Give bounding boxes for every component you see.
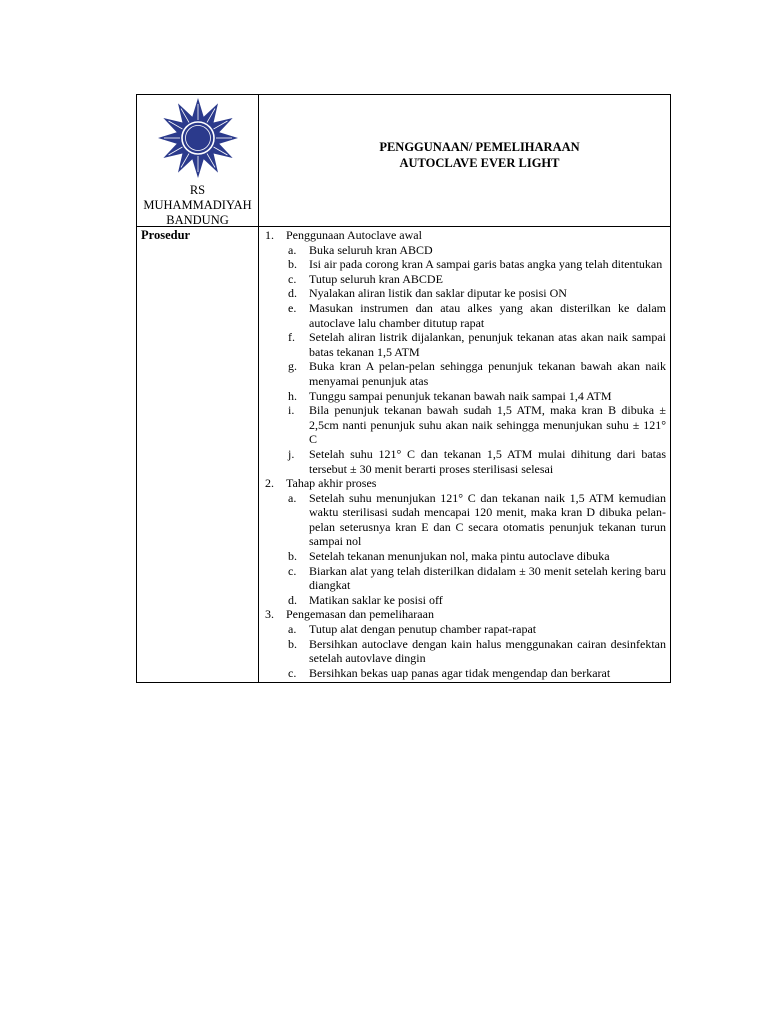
- hospital-name: [137, 183, 258, 228]
- list-item: [286, 301, 666, 330]
- sop-table: [136, 94, 671, 683]
- document-title-line2: AUTOCLAVE EVER LIGHT: [399, 156, 560, 170]
- list-item-letter: a.: [288, 242, 297, 257]
- list-item-text: Bila penunjuk tekanan bawah sudah 1,5 ATM, maka kran B dibuka ± 2,5cm nanti penunjuk suhu akan naik sehingga menunjukan suhu ± 121° C: [309, 403, 666, 447]
- procedure-section: [259, 228, 670, 476]
- list-item: [286, 330, 666, 359]
- list-item-text: Setelah aliran listrik dijalankan, penunjuk tekanan atas akan naik sampai batas tekanan 1,5 ATM: [309, 330, 666, 359]
- list-item-letter: f.: [288, 330, 295, 345]
- hospital-name-line2: MUHAMMADIYAH: [143, 198, 252, 212]
- list-item: [286, 666, 666, 681]
- document-title-line1: PENGGUNAAN/ PEMELIHARAAN: [379, 140, 580, 154]
- list-item: [286, 549, 666, 564]
- list-item: [286, 637, 666, 666]
- list-item-text: Tunggu sampai penunjuk tekanan bawah naik sampai 1,4 ATM: [309, 388, 612, 403]
- procedure-section: [259, 476, 670, 607]
- list-item: [286, 243, 666, 258]
- list-item-letter: e.: [288, 300, 297, 315]
- procedure-row: [137, 227, 671, 683]
- list-item-letter: c.: [288, 563, 297, 578]
- list-item: [286, 272, 666, 287]
- section-title: Penggunaan Autoclave awal: [286, 228, 422, 242]
- list-item-letter: a.: [288, 622, 297, 637]
- list-item: [286, 564, 666, 593]
- list-item-text: Buka seluruh kran ABCD: [309, 242, 433, 257]
- list-item: [286, 257, 666, 272]
- hospital-name-line3: BANDUNG: [166, 213, 229, 227]
- list-item-letter: b.: [288, 549, 297, 564]
- hospital-name-line1: RS: [189, 183, 206, 197]
- list-item-letter: j.: [288, 446, 295, 461]
- list-item-letter: d.: [288, 286, 297, 301]
- list-item-text: Setelah suhu menunjukan 121° C dan tekanan naik 1,5 ATM kemudian waktu sterilisasi sudah mencapai 120 menit, maka kran D dibuka pelan-pelan seterusnya kran E dan C secara otomatis penunjuk tekanan turun sampai nol: [309, 490, 666, 549]
- list-item-text: Masukan instrumen dan atau alkes yang akan disterilkan ke dalam autoclave lalu chamber ditutup rapat: [309, 300, 666, 330]
- document-title: [259, 95, 670, 171]
- list-item: [286, 447, 666, 476]
- list-item-letter: i.: [288, 403, 295, 418]
- procedure-content: [259, 227, 671, 683]
- list-item: [286, 286, 666, 301]
- procedure-label: Prosedur: [137, 227, 259, 683]
- list-item-letter: d.: [288, 592, 297, 607]
- header-row: [137, 95, 671, 227]
- list-item-text: Buka kran A pelan-pelan sehingga penunjuk tekanan bawah akan naik menyamai penunjuk atas: [309, 359, 666, 388]
- list-item-letter: c.: [288, 271, 297, 286]
- list-item-letter: g.: [288, 359, 297, 374]
- list-item-text: Setelah suhu 121° C dan tekanan 1,5 ATM mulai dihitung dari batas tersebut ± 30 menit berarti proses sterilisasi selesai: [309, 446, 666, 476]
- list-item-text: Bersihkan bekas uap panas agar tidak mengendap dan berkarat: [309, 665, 611, 680]
- muhammadiyah-sun-logo-icon: [157, 97, 239, 179]
- document-title-cell: [259, 95, 671, 227]
- section-title: Tahap akhir proses: [286, 476, 377, 491]
- sop-document: [136, 94, 671, 683]
- list-item-letter: c.: [288, 665, 297, 680]
- list-item-letter: b.: [288, 636, 297, 651]
- list-item-letter: h.: [288, 388, 297, 403]
- list-item-text: Bersihkan autoclave dengan kain halus menggunakan cairan desinfektan setelah autovlave dingin: [309, 636, 666, 666]
- list-item-letter: b.: [288, 257, 297, 272]
- list-item-letter: a.: [288, 490, 297, 505]
- list-item: [286, 622, 666, 637]
- section-number: 3.: [265, 607, 274, 622]
- list-item-text: Tutup alat dengan penutup chamber rapat-rapat: [309, 622, 537, 637]
- list-item: [286, 389, 666, 404]
- list-item: [286, 359, 666, 388]
- section-number: 1.: [265, 228, 274, 242]
- procedure-section: [259, 607, 670, 680]
- section-number: 2.: [265, 476, 274, 491]
- list-item-text: Matikan saklar ke posisi off: [309, 592, 443, 607]
- list-item: [286, 491, 666, 549]
- list-item-text: Tutup seluruh kran ABCDE: [309, 271, 443, 286]
- list-item: [286, 403, 666, 447]
- list-item: [286, 593, 666, 608]
- list-item-text: Biarkan alat yang telah disterilkan didalam ± 30 menit setelah kering baru diangkat: [309, 563, 666, 593]
- list-item-text: Isi air pada corong kran A sampai garis batas angka yang telah ditentukan: [309, 257, 663, 272]
- list-item-text: Setelah tekanan menunjukan nol, maka pintu autoclave dibuka: [309, 549, 610, 564]
- list-item-text: Nyalakan aliran listik dan saklar diputar ke posisi ON: [309, 286, 567, 301]
- section-title: Pengemasan dan pemeliharaan: [286, 607, 434, 622]
- hospital-identity-cell: [137, 95, 259, 227]
